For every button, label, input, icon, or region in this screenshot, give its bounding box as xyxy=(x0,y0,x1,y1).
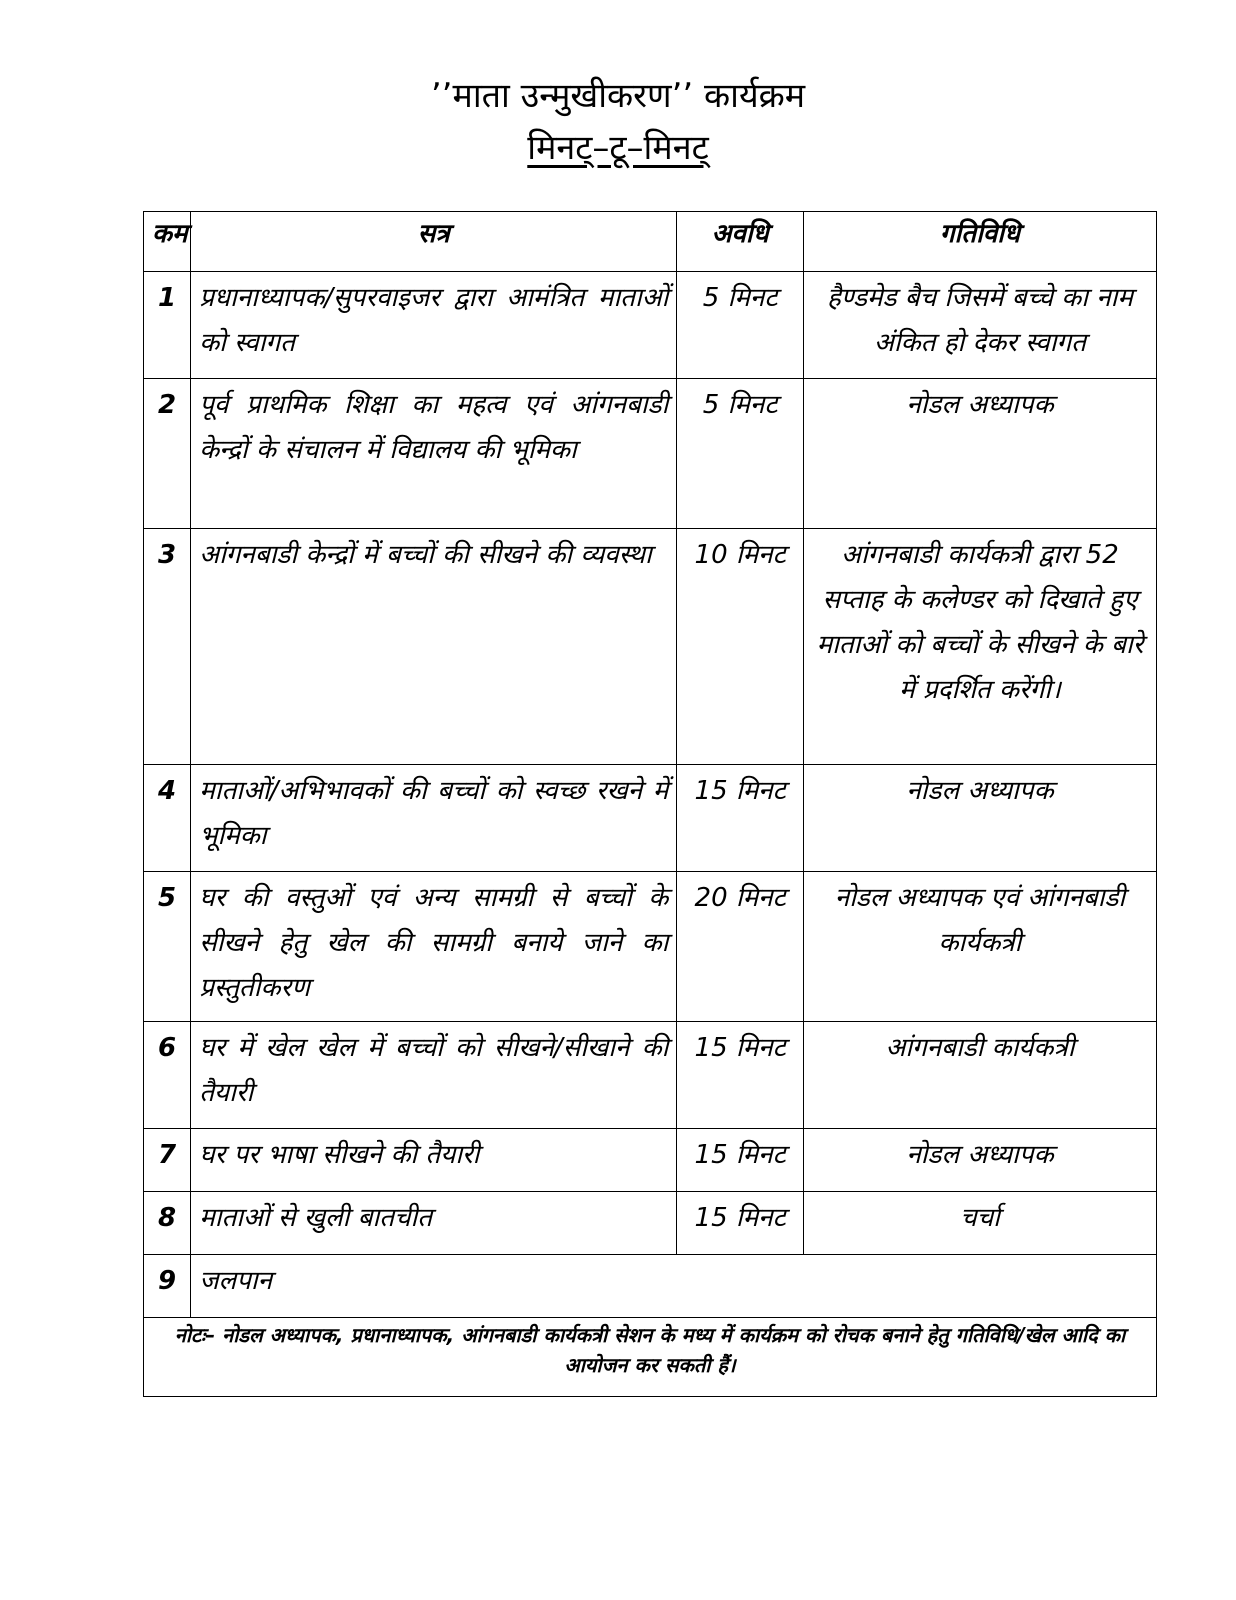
table-row xyxy=(144,1022,1157,1129)
row-duration: 15 मिनट xyxy=(677,1129,804,1192)
table-row xyxy=(144,529,1157,765)
table-row xyxy=(144,1192,1157,1255)
title-block xyxy=(0,70,1236,174)
row-session: घर पर भाषा सीखने की तैयारी xyxy=(191,1129,677,1192)
row-activity: नोडल अध्यापक xyxy=(803,379,1156,529)
header-duration: अवधि xyxy=(677,212,804,272)
row-session: आंगनबाडी केन्द्रों में बच्चों की सीखने की व्यवस्था xyxy=(191,529,677,765)
header-session: सत्र xyxy=(191,212,677,272)
page-title: ’’माता उन्मुखीकरण’’ कार्यक्रम xyxy=(430,76,806,116)
row-activity: नोडल अध्यापक xyxy=(803,765,1156,872)
row-session: जलपान xyxy=(191,1255,1157,1318)
table-note: नोटः– नोडल अध्यापक, प्रधानाध्यापक, आंगनबाडी कार्यकत्री सेशन के मध्य में कार्यक्रम को रोचक बनाने हेतु गतिविधि/खेल आदि का आयोजन कर सकती हैं। xyxy=(144,1318,1157,1397)
row-duration: 5 मिनट xyxy=(677,379,804,529)
row-session: माताओं से खुली बातचीत xyxy=(191,1192,677,1255)
row-session: घर में खेल खेल में बच्चों को सीखने/सीखाने की तैयारी xyxy=(191,1022,677,1129)
row-number: 6 xyxy=(144,1022,191,1129)
row-number: 8 xyxy=(144,1192,191,1255)
row-number: 7 xyxy=(144,1129,191,1192)
row-session: माताओं/अभिभावकों की बच्चों को स्वच्छ रखने में भूमिका xyxy=(191,765,677,872)
row-number: 2 xyxy=(144,379,191,529)
row-number: 9 xyxy=(144,1255,191,1318)
row-number: 1 xyxy=(144,272,191,379)
row-number: 4 xyxy=(144,765,191,872)
row-activity: चर्चा xyxy=(803,1192,1156,1255)
row-activity: आंगनबाडी कार्यकत्री द्वारा 52 सप्ताह के कलेण्डर को दिखाते हुए माताओं को बच्चों के सीखने के बारे में प्रदर्शित करेंगी। xyxy=(803,529,1156,765)
row-number: 5 xyxy=(144,872,191,1022)
table-row xyxy=(144,379,1157,529)
header-serial: कम xyxy=(144,212,191,272)
page-subtitle: मिनट्–टू–मिनट् xyxy=(527,128,709,168)
table-row xyxy=(144,1129,1157,1192)
table-row xyxy=(144,1255,1157,1318)
row-activity: आंगनबाडी कार्यकत्री xyxy=(803,1022,1156,1129)
table-row xyxy=(144,872,1157,1022)
header-activity: गतिविधि xyxy=(803,212,1156,272)
row-number: 3 xyxy=(144,529,191,765)
table-header-row xyxy=(144,212,1157,272)
row-session: घर की वस्तुओं एवं अन्य सामग्री से बच्चों के सीखने हेतु खेल की सामग्री बनाये जाने का प्रस्तुतीकरण xyxy=(191,872,677,1022)
row-duration: 15 मिनट xyxy=(677,1192,804,1255)
row-duration: 5 मिनट xyxy=(677,272,804,379)
row-activity: नोडल अध्यापक एवं आंगनबाडी कार्यकत्री xyxy=(803,872,1156,1022)
row-activity: हैण्डमेड बैच जिसमें बच्चे का नाम अंकित हो देकर स्वागत xyxy=(803,272,1156,379)
row-duration: 15 मिनट xyxy=(677,1022,804,1129)
row-session: प्रधानाध्यापक/सुपरवाइजर द्वारा आमंत्रित माताओं को स्वागत xyxy=(191,272,677,379)
row-duration: 15 मिनट xyxy=(677,765,804,872)
note-row xyxy=(144,1318,1157,1397)
row-duration: 20 मिनट xyxy=(677,872,804,1022)
schedule-table xyxy=(143,211,1157,1397)
table-row xyxy=(144,765,1157,872)
table-row xyxy=(144,272,1157,379)
row-duration: 10 मिनट xyxy=(677,529,804,765)
row-activity: नोडल अध्यापक xyxy=(803,1129,1156,1192)
row-session: पूर्व प्राथमिक शिक्षा का महत्व एवं आंगनबाडी केन्द्रों के संचालन में विद्यालय की भूमिका xyxy=(191,379,677,529)
